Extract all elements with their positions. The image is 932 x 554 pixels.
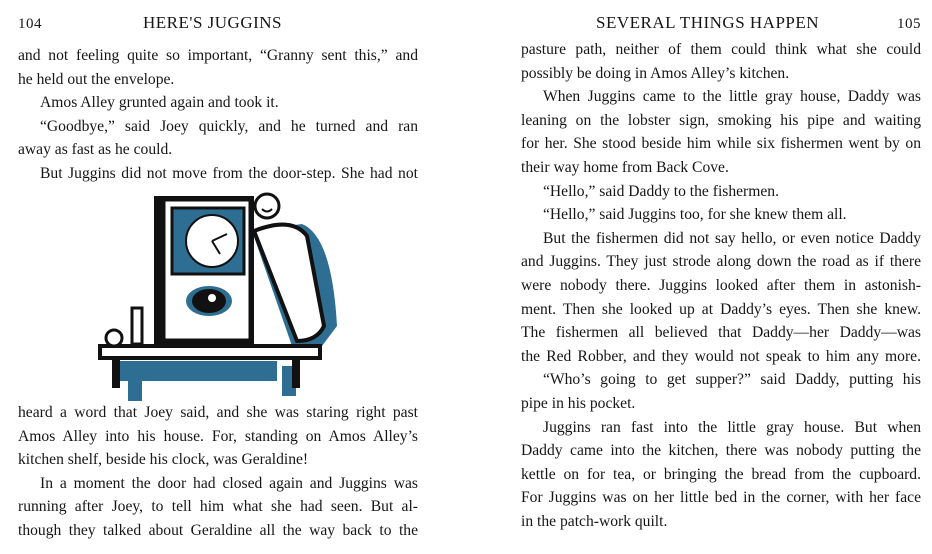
text-line: leaning on the lobster sign, smoking his pipe and waiting xyxy=(521,111,921,129)
text-line: for her. She stood beside him while six fishermen went by on xyxy=(521,135,921,153)
running-head-title: HERE'S JUGGINS xyxy=(143,13,282,32)
text-line: The fishermen all believed that Daddy—her Daddy—was xyxy=(521,324,921,342)
text-line: possibly be doing in Amos Alley’s kitchen. xyxy=(521,64,790,82)
text-line: “Goodbye,” said Joey quickly, and he turned and ran xyxy=(40,117,418,135)
text-line: For Juggins was on her little bed in the corner, with her face xyxy=(521,489,921,507)
text-line: ment. Then she looked up at Daddy’s eyes. Then she knew. xyxy=(521,300,921,318)
text-line: running after Joey, to tell him what she had seen. But al- xyxy=(18,498,418,516)
text-line: Amos Alley grunted again and took it. xyxy=(40,94,279,112)
text-line: Daddy came into the kitchen, there was nobody putting the xyxy=(521,442,921,460)
text-line: heard a word that Joey said, and she was staring right past xyxy=(18,404,418,421)
text-line: “Who’s going to get supper?” said Daddy, putting his xyxy=(543,371,921,389)
text-block xyxy=(521,38,921,533)
text-line: But Juggins did not move from the door-step. She had not xyxy=(40,164,418,182)
text-line: But the fishermen did not say hello, or even notice Daddy xyxy=(543,229,921,247)
text-block-top xyxy=(18,44,418,186)
text-line: Amos Alley into his house. For, standing on Amos Alley’s xyxy=(18,427,418,445)
text-line: and Juggins. They just strode along down the road as if there xyxy=(521,253,921,271)
text-line: kettle on for tea, or bringing the bread from the cupboard. xyxy=(521,465,921,483)
text-line: pasture path, neither of them could think what she could xyxy=(521,41,921,58)
text-line: in the patch-work quilt. xyxy=(521,512,668,530)
text-line: In a moment the door had closed again and Juggins was xyxy=(40,474,418,492)
text-line: away as fast as he could. xyxy=(18,141,173,159)
clock-illustration xyxy=(92,176,342,401)
text-line: Juggins ran fast into the little gray house. But when xyxy=(543,418,921,436)
text-line: though they talked about Geraldine all the way back to the xyxy=(18,521,418,539)
text-line: “Hello,” said Juggins too, for she knew them all. xyxy=(543,206,847,224)
page-number: 105 xyxy=(897,16,921,32)
text-line: the Red Robber, and they would not speak to him any more. xyxy=(521,347,921,365)
page-number: 104 xyxy=(18,16,42,32)
text-line: “Hello,” said Daddy to the fishermen. xyxy=(543,182,780,200)
text-line: their way home from Back Cove. xyxy=(521,158,729,176)
text-line: were nobody there. Juggins looked after them in astonish- xyxy=(521,276,921,294)
text-line: kitchen shelf, beside his clock, was Geraldine! xyxy=(18,451,309,469)
text-block-bottom xyxy=(18,401,418,543)
text-line: When Juggins came to the little gray house, Daddy was xyxy=(543,88,921,106)
text-line: pipe in his pocket. xyxy=(521,394,636,412)
running-head-title: SEVERAL THINGS HAPPEN xyxy=(596,13,820,32)
text-line: he held out the envelope. xyxy=(18,70,175,88)
text-line: and not feeling quite so important, “Granny sent this,” and xyxy=(18,47,418,64)
